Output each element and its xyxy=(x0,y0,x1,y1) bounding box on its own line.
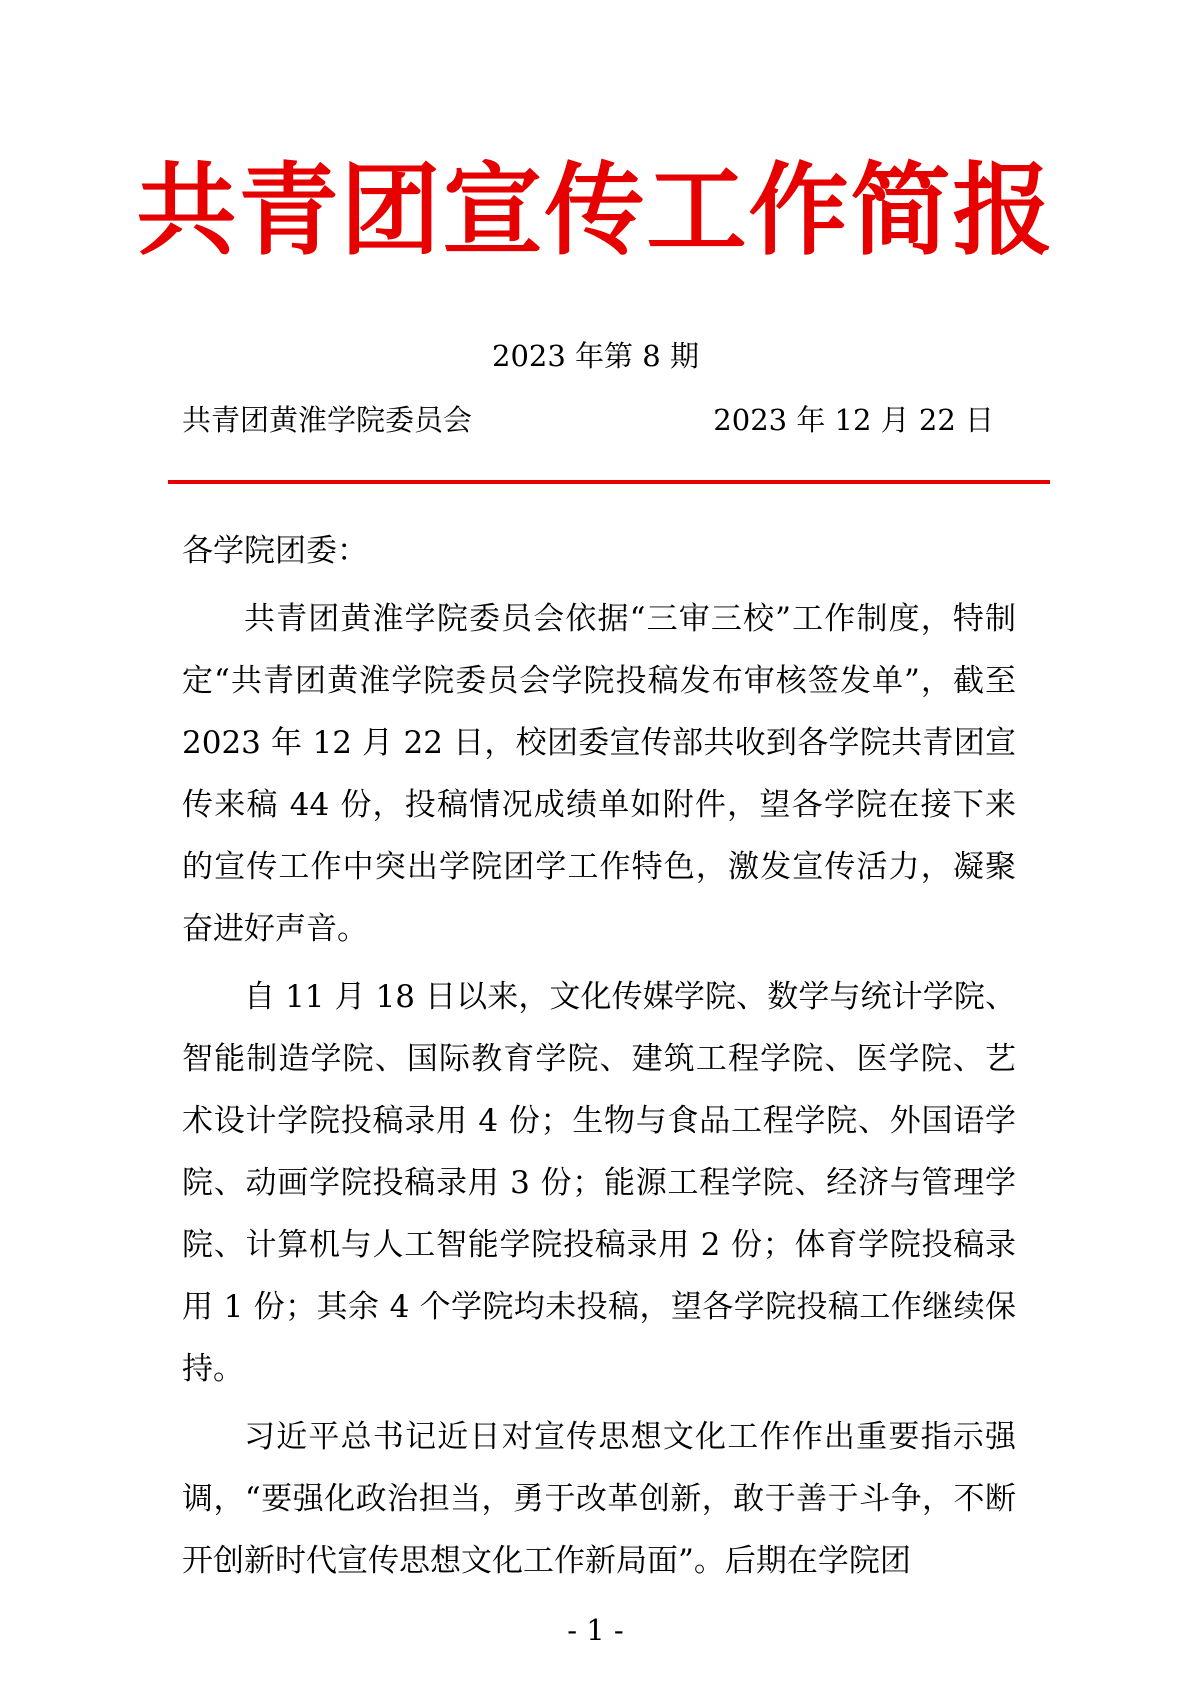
paragraph-1: 共青团黄淮学院委员会依据“三审三校”工作制度，特制定“共青团黄淮学院委员会学院投稿发布审核签发单”，截至 2023 年 12 月 22 日，校团委宣传部共收到各学院共青团宣传来稿 44 份，投稿情况成绩单如附件，望各学院在接下来的宣传工作中突出学院团学工作特色，激发宣传活力，凝聚奋进好声音。 xyxy=(182,601,1016,947)
masthead-title: 共青团宣传工作简报 xyxy=(136,151,1055,269)
page-number: - 1 - xyxy=(567,1613,624,1647)
salutation: 各学院团委： xyxy=(182,533,368,569)
issuing-organization: 共青团黄淮学院委员会 xyxy=(182,403,473,437)
issue-number: 2023 年第 8 期 xyxy=(492,339,699,373)
paragraph-3: 习近平总书记近日对宣传思想文化工作作出重要指示强调，“要强化政治担当，勇于改革创新，敢于善于斗争，不断开创新时代宣传思想文化工作新局面”。后期在学院团 xyxy=(182,1419,1016,1579)
body-text xyxy=(182,520,1016,1592)
issue-date: 2023 年 12 月 22 日 xyxy=(713,403,994,437)
paragraph-2: 自 11 月 18 日以来，文化传媒学院、数学与统计学院、智能制造学院、国际教育学院、建筑工程学院、医学院、艺术设计学院投稿录用 4 份；生物与食品工程学院、外国语学院、动画学院投稿录用 3 份；能源工程学院、经济与管理学院、计算机与人工智能学院投稿录用 2 份；体育学院投稿录用 1 份；其余 4 个学院均未投稿，望各学院投稿工作继续保持。 xyxy=(182,979,1016,1387)
red-divider xyxy=(168,480,1050,484)
meta-row xyxy=(182,400,994,440)
